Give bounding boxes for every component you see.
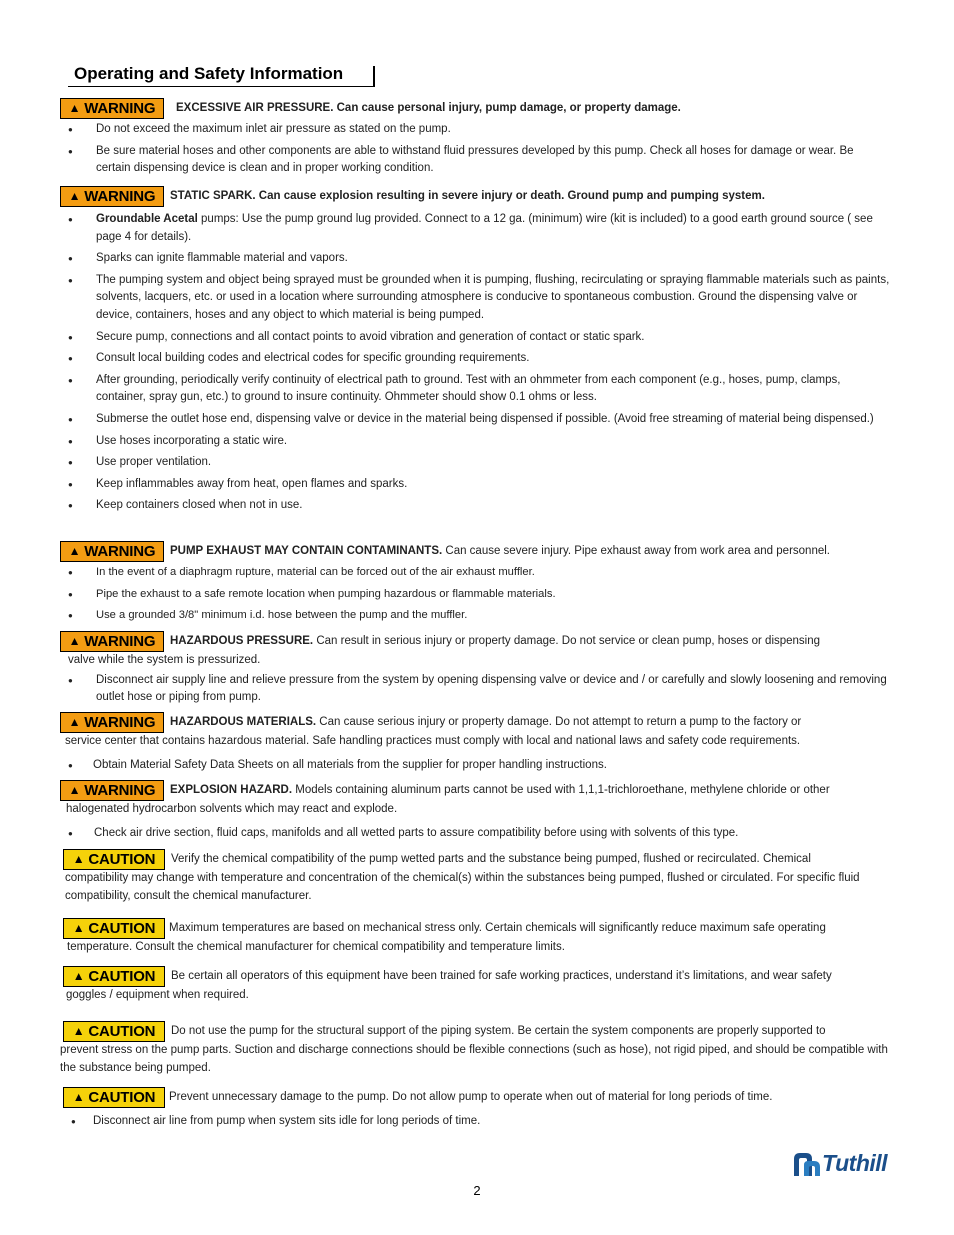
warning-explosion-hazard: ▲ WARNING EXPLOSION HAZARD. Models containing aluminum parts cannot be used with 1,1,1-trichloroethane, methylene chloride or other halogenated hydrocarbon solvents which may react and explode. ● Check air drive section, fluid caps, manifolds and all wetted parts to assure compatibility before using with solvents of this type. [60,780,890,846]
warning-triangle-icon: ▲ [72,1023,85,1038]
warning-static-spark [60,186,890,519]
list-item: ● Use hoses incorporating a static wire. [60,433,890,451]
list-item: ● Be sure material hoses and other components are able to withstand fluid pressures developed by this pump. Check all hoses for damage or wear. Be certain dispensing device is clean and in proper working condition. [60,143,890,178]
warning-excessive-air-pressure [60,98,890,182]
warning-triangle-icon: ▲ [68,188,81,203]
warning-triangle-icon: ▲ [68,543,81,558]
warning-triangle-icon: ▲ [68,782,81,797]
warning-hazardous-materials: ▲ WARNING HAZARDOUS MATERIALS. Can cause serious injury or property damage. Do not attempt to return a pump to the factory or service center that contains hazardous material. Safe handling practices must comply with local and national laws and safety code requirements. ● Obtain Material Safety Data Sheets on all materials from the supplier for proper handling instructions. [60,712,890,778]
warning-badge: ▲ WARNING [60,780,164,801]
list-item: ● Pipe the exhaust to a safe remote location when pumping hazardous or flammable materials. [60,586,890,604]
caution-structural-support [60,1021,890,1077]
caution-badge: ▲ CAUTION [63,1087,165,1108]
caution-unnecessary-damage [63,1087,893,1135]
list-item: ● Obtain Material Safety Data Sheets on all materials from the supplier for proper handling instructions. [60,757,890,775]
logo-text: Tuthill [822,1150,888,1176]
section-text: prevent stress on the pump parts. Suction and discharge connections should be flexible connections (such as hose), not rigid piped, and should be compatible with the substance being pumped. [60,1044,888,1074]
list-item: ● Secure pump, connections and all contact points to avoid vibration and generation of contact or static spark. [60,329,890,347]
warning-triangle-icon: ▲ [72,968,85,983]
section-heading: EXPLOSION HAZARD. [170,783,293,796]
title-cursor-bar [373,66,375,87]
caution-badge: ▲ CAUTION [63,1021,165,1042]
warning-badge: ▲ WARNING [60,631,164,652]
section-heading: STATIC SPARK. Can cause explosion resulting in severe injury or death. Ground pump and pumping system. [170,189,765,202]
section-text: valve while the system is pressurized. [68,654,261,666]
list-item: ● Submerse the outlet hose end, dispensing valve or device in the material being dispensed if possible. (Avoid free streaming of material being dispensed.) [60,411,890,429]
list-item: ● Use a grounded 3/8" minimum i.d. hose between the pump and the muffler. [60,607,890,625]
warning-triangle-icon: ▲ [72,1089,85,1104]
section-text: Maximum temperatures are based on mechanical stress only. Certain chemicals will significantly reduce maximum safe operating [169,921,826,934]
section-heading: HAZARDOUS MATERIALS. [170,715,317,728]
warning-hazardous-pressure: ▲ WARNING HAZARDOUS PRESSURE. Can result in serious injury or property damage. Do not service or clean pump, hoses or dispensing valve while the system is pressurized. ● Disconnect air supply line and relieve pressure from the system by opening dispensing valve or device and / or carefully and slowly loosening and removing outlet hose or piping from pump. [60,631,890,711]
caution-badge: ▲ CAUTION [63,966,165,987]
list-item: ● Check air drive section, fluid caps, manifolds and all wetted parts to assure compatibility before using with solvents of this type. [60,825,890,843]
section-heading: EXCESSIVE AIR PRESSURE. Can cause personal injury, pump damage, or property damage. [176,101,681,114]
warning-triangle-icon: ▲ [72,920,85,935]
section-heading: HAZARDOUS PRESSURE. [170,634,314,647]
caution-badge: ▲ CAUTION [63,918,165,939]
warning-badge: ▲ WARNING [60,98,164,119]
warning-badge: ▲ WARNING [60,541,164,562]
list-item: ● The pumping system and object being sprayed must be grounded when it is pumping, flushing, recirculating or spraying flammable materials such as paints, solvents, lacquers, etc. or used in a location where surrounding atmosphere is conducive to spontaneous combustion. Ground the dispensing valve or device, containers, hoses and any object to which material is being pumped. [60,272,890,325]
list-item: ● Do not exceed the maximum inlet air pressure as stated on the pump. [60,121,890,139]
list-item: ● Disconnect air line from pump when system sits idle for long periods of time. [63,1113,893,1131]
list-item: ● Keep containers closed when not in use. [60,497,890,515]
warning-badge: ▲ WARNING [60,186,164,207]
warning-triangle-icon: ▲ [68,633,81,648]
list-item: ● Disconnect air supply line and relieve pressure from the system by opening dispensing valve or device and / or carefully and slowly loosening and removing outlet hose or piping from pump. [60,672,890,707]
warning-triangle-icon: ▲ [72,851,85,866]
warning-triangle-icon: ▲ [68,100,81,115]
list-item: ● In the event of a diaphragm rupture, material can be forced out of the air exhaust muffler. [60,564,890,582]
list-item: ● Groundable Acetal pumps: Use the pump ground lug provided. Connect to a 12 ga. (minimum) wire (kit is included) to a good earth ground source ( see page 4 for details). [60,211,890,246]
section-text: service center that contains hazardous material. Safe handling practices must comply with local and national laws and safety code requirements. [65,735,801,747]
warning-badge: ▲ WARNING [60,712,164,733]
tuthill-logo-icon [792,1151,822,1177]
caution-maximum-temperatures [63,918,893,957]
section-text: Verify the chemical compatibility of the pump wetted parts and the substance being pumped, flushed or recirculated. Chemical [171,852,811,865]
list-item: ● Consult local building codes and electrical codes for specific grounding requirements. [60,350,890,368]
section-text: temperature. Consult the chemical manufacturer for chemical compatibility and temperature limits. [67,941,565,953]
list-item: ● After grounding, periodically verify continuity of electrical path to ground. Test with an ohmmeter from each component (e.g., hoses, pump, clamps, container, spray gun, etc.) to ground to insure continuity. Ohmmeter should show 0.1 ohms or less. [60,372,890,407]
warning-pump-exhaust: ▲ WARNING PUMP EXHAUST MAY CONTAIN CONTAMINANTS. Can cause severe injury. Pipe exhaust away from work area and personnel. ● In the event of a diaphragm rupture, material can be forced out of the air exhaust muffler. ● Pipe the exhaust to a safe remote location when pumping hazardous or flammable materials. ● Use a grounded 3/8" minimum i.d. hose between the pump and the muffler. [60,541,890,629]
section-text: halogenated hydrocarbon solvents which may react and explode. [66,803,398,815]
section-text: Prevent unnecessary damage to the pump. Do not allow pump to operate when out of material for long periods of time. [169,1090,773,1103]
title-underline [68,86,374,87]
page-number: 2 [473,1183,481,1198]
section-heading: PUMP EXHAUST MAY CONTAIN CONTAMINANTS. [170,544,443,557]
section-text: compatibility may change with temperature and concentration of the chemical(s) within the substances being pumped, flushed or circulated. For specific fluid compatibility, consult the chemical manufacturer. [65,872,860,902]
list-item: ● Sparks can ignite flammable material and vapors. [60,250,890,268]
tuthill-logo [792,1150,887,1177]
caution-badge: ▲ CAUTION [63,849,165,870]
caution-chemical-compatibility [63,849,893,905]
section-text: Be certain all operators of this equipment have been trained for safe working practices, understand it’s limitations, and wear safety [171,969,832,982]
section-text: Do not use the pump for the structural support of the piping system. Be certain the system components are properly supported to [171,1024,826,1037]
caution-operator-training [63,966,893,1005]
page-title: Operating and Safety Information [74,64,344,83]
list-item: ● Keep inflammables away from heat, open flames and sparks. [60,476,890,494]
warning-triangle-icon: ▲ [68,714,81,729]
list-item: ● Use proper ventilation. [60,454,890,472]
section-text: goggles / equipment when required. [66,989,249,1001]
